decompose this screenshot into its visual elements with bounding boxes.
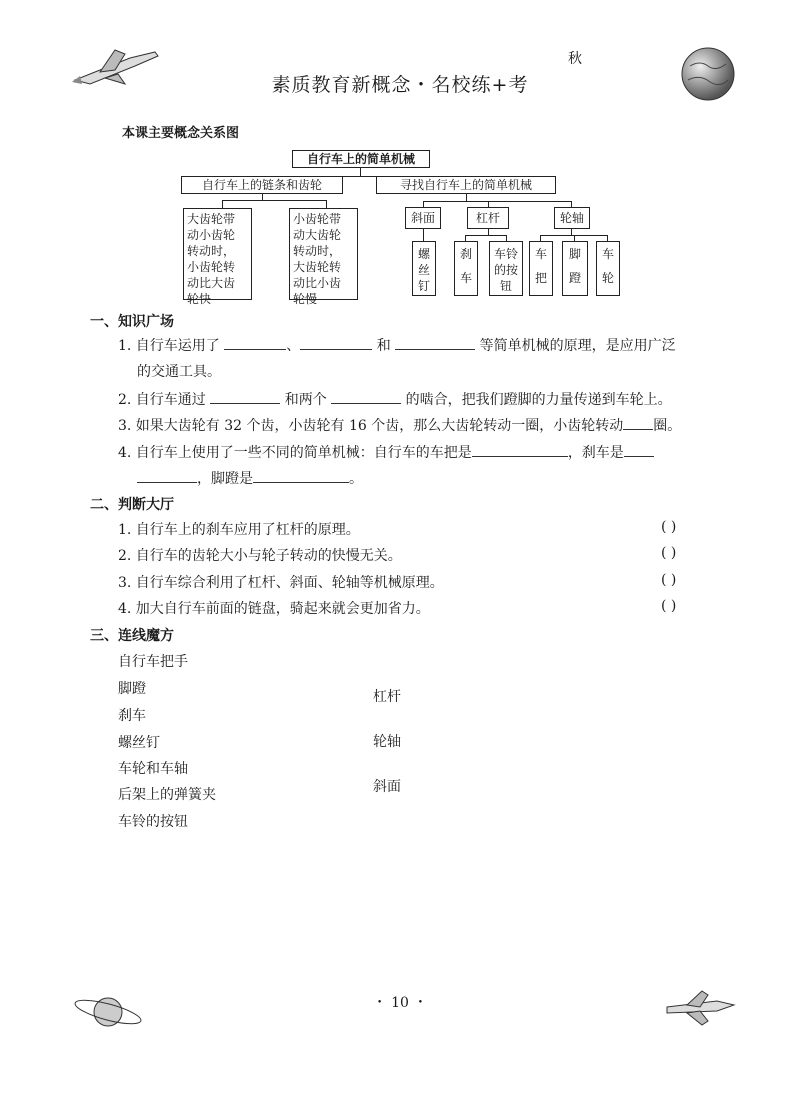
example-screw: 螺 丝 钉 <box>412 241 436 296</box>
answer-blank[interactable] <box>210 389 280 404</box>
question-2: 2. 自行车通过 和两个 的啮合，把我们蹬脚的力量传递到车轮上。 <box>118 389 672 409</box>
concept-left-box-1: 大齿轮带 动小齿轮 转动时， 小齿轮转 动比大齿 轮快 <box>183 208 252 300</box>
machine-incline: 斜面 <box>405 207 441 229</box>
answer-blank[interactable] <box>224 335 286 350</box>
answer-blank[interactable] <box>624 442 654 457</box>
answer-blank[interactable] <box>331 389 401 404</box>
example-brake: 刹 车 <box>454 241 478 296</box>
judgment-answer-box[interactable]: ( ) <box>661 545 677 561</box>
concept-right-branch: 寻找自行车上的简单机械 <box>376 176 556 194</box>
question-3: 3. 如果大齿轮有 32 个齿，小齿轮有 16 个齿，那么大齿轮转动一圈，小齿轮转动 圈。 <box>118 415 681 435</box>
page-title: 素质教育新概念・名校练+考 <box>271 74 529 96</box>
match-left-item[interactable]: 刹车 <box>118 708 146 724</box>
example-handlebar: 车 把 <box>529 241 553 296</box>
season-label: 秋 <box>568 51 582 67</box>
concept-map-title: 本课主要概念关系图 <box>122 126 240 141</box>
judgment-item: 4. 加大自行车前面的链盘，骑起来就会更加省力。 <box>118 601 430 617</box>
match-left-item[interactable]: 脚蹬 <box>118 681 146 697</box>
example-pedal: 脚 蹬 <box>562 241 588 296</box>
match-left-item[interactable]: 车轮和车轴 <box>118 761 188 777</box>
match-right-item[interactable]: 轮轴 <box>373 734 401 750</box>
judgment-item: 2. 自行车的齿轮大小与轮子转动的快慢无关。 <box>118 548 402 564</box>
concept-left-box-2: 小齿轮带 动大齿轮 转动时， 大齿轮转 动比小齿 轮慢 <box>289 208 358 300</box>
answer-blank[interactable] <box>300 335 372 350</box>
answer-blank[interactable] <box>623 415 653 430</box>
machine-wheel-axle: 轮轴 <box>554 207 590 229</box>
judgment-answer-box[interactable]: ( ) <box>661 598 677 614</box>
concept-root: 自行车上的简单机械 <box>292 150 430 168</box>
answer-blank[interactable] <box>253 468 349 483</box>
question-4-cont: ，脚蹬是 。 <box>137 468 363 488</box>
judgment-answer-box[interactable]: ( ) <box>661 519 677 535</box>
judgment-answer-box[interactable]: ( ) <box>661 572 677 588</box>
question-1: 1. 自行车运用了 、 和 等简单机械的原理，是应用广泛 <box>118 335 676 355</box>
match-right-item[interactable]: 杠杆 <box>373 689 401 705</box>
answer-blank[interactable] <box>472 442 568 457</box>
judgment-item: 3. 自行车综合利用了杠杆、斜面、轮轴等机械原理。 <box>118 575 444 591</box>
match-right-item[interactable]: 斜面 <box>373 779 401 795</box>
example-bell-button: 车铃 的按 钮 <box>489 241 523 296</box>
page-number: ・ 10 ・ <box>372 995 428 1011</box>
section-matching-heading: 三、连线魔方 <box>90 628 174 644</box>
match-left-item[interactable]: 后架上的弹簧夹 <box>118 787 216 803</box>
section-judgment-heading: 二、判断大厅 <box>90 497 174 513</box>
answer-blank[interactable] <box>137 468 197 483</box>
match-left-item[interactable]: 螺丝钉 <box>118 735 160 751</box>
question-1-cont: 的交通工具。 <box>137 364 221 380</box>
section-knowledge-heading: 一、知识广场 <box>90 314 174 330</box>
match-left-item[interactable]: 自行车把手 <box>118 654 188 670</box>
match-left-item[interactable]: 车铃的按钮 <box>118 814 188 830</box>
answer-blank[interactable] <box>395 335 475 350</box>
example-wheel: 车 轮 <box>596 241 620 296</box>
question-4: 4. 自行车上使用了一些不同的简单机械：自行车的车把是 ，刹车是 <box>118 442 654 462</box>
machine-lever: 杠杆 <box>467 207 509 229</box>
concept-left-branch: 自行车上的链条和齿轮 <box>181 176 343 194</box>
judgment-item: 1. 自行车上的刹车应用了杠杆的原理。 <box>118 522 360 538</box>
